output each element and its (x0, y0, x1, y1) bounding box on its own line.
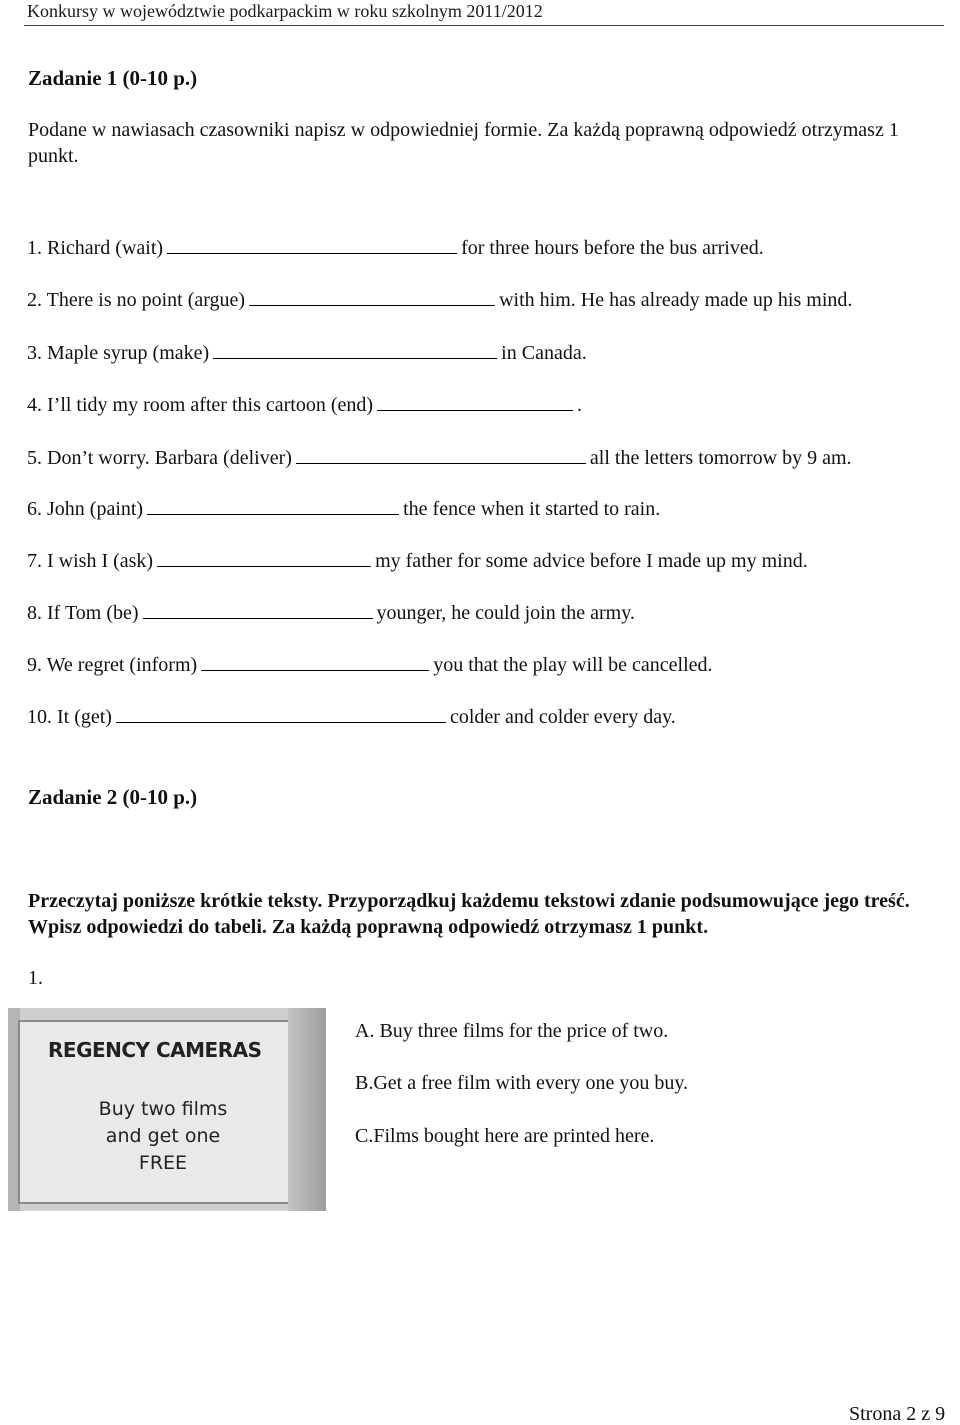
exercise-item-1 (27, 235, 764, 260)
sign-background-shadow (288, 1008, 326, 1211)
exercise-item-4 (27, 392, 582, 417)
exercise-item-7 (27, 548, 808, 573)
exercise-item-6 (27, 496, 660, 521)
exercise-item-continuation: you that the play will be cancelled. (433, 654, 713, 676)
exercise-item-continuation: in Canada. (501, 342, 587, 364)
task2-title: Zadanie 2 (0-10 p.) (28, 785, 198, 809)
text-item-number: 1. (28, 967, 43, 989)
exercise-item-prompt: 1. Richard (wait) (27, 237, 164, 259)
exercise-item-8 (27, 600, 635, 625)
answer-option-b: B.Get a free film with every one you buy. (355, 1072, 689, 1094)
task2-instructions: Przeczytaj poniższe krótkie teksty. Przyporządkuj każdemu tekstowi zdanie podsumowujące jego treść. Wpisz odpowiedzi do tabeli. Za każdą poprawną odpowiedź otrzymasz 1 punkt. (28, 890, 910, 938)
answer-blank[interactable] (147, 496, 399, 515)
task1-title: Zadanie 1 (0-10 p.) (28, 66, 198, 90)
page-header: Konkursy w województwie podkarpackim w roku szkolnym 2011/2012 (27, 1, 543, 21)
answer-blank[interactable] (249, 287, 495, 306)
exercise-item-5 (27, 445, 852, 470)
exercise-item-continuation: with him. He has already made up his mind. (499, 289, 853, 311)
exercise-item-prompt: 7. I wish I (ask) (27, 550, 154, 572)
exercise-item-prompt: 4. I’ll tidy my room after this cartoon (end) (27, 394, 374, 416)
answer-blank[interactable] (167, 235, 457, 254)
exercise-item-prompt: 2. There is no point (argue) (27, 289, 246, 311)
sign-line: FREE (138, 1152, 188, 1174)
sign-title: REGENCY CAMERAS (48, 1038, 262, 1062)
exercise-item-9 (27, 652, 713, 677)
exercise-item-prompt: 6. John (paint) (27, 498, 144, 520)
exercise-item-10 (27, 704, 676, 729)
regency-cameras-sign-image (8, 1008, 326, 1211)
answer-option-c: C.Films bought here are printed here. (355, 1125, 655, 1147)
answer-blank[interactable] (296, 445, 586, 464)
answer-blank[interactable] (213, 340, 497, 359)
header-divider (24, 25, 944, 26)
exercise-item-continuation: for three hours before the bus arrived. (461, 237, 764, 259)
exercise-item-continuation: all the letters tomorrow by 9 am. (589, 447, 852, 469)
exercise-item-continuation: my father for some advice before I made up my mind. (375, 550, 808, 572)
answer-blank[interactable] (201, 652, 429, 671)
sign-line: Buy two films (98, 1098, 228, 1120)
exercise-item-prompt: 5. Don’t worry. Barbara (deliver) (27, 447, 292, 469)
exercise-item-prompt: 9. We regret (inform) (27, 654, 198, 676)
exercise-item-continuation: colder and colder every day. (449, 706, 676, 728)
exercise-item-continuation: . (577, 394, 583, 416)
answer-option-a: A. Buy three films for the price of two. (355, 1020, 669, 1042)
answer-blank[interactable] (116, 704, 446, 723)
exercise-item-prompt: 8. If Tom (be) (27, 602, 139, 624)
answer-blank[interactable] (377, 392, 573, 411)
exercise-item-3 (27, 340, 587, 365)
exercise-item-continuation: younger, he could join the army. (376, 602, 635, 624)
sign-body (78, 1096, 248, 1177)
exercise-item-prompt: 10. It (get) (27, 706, 112, 728)
task1-instructions: Podane w nawiasach czasowniki napisz w odpowiedniej formie. Za każdą poprawną odpowiedź otrzymasz 1 punkt. (28, 119, 899, 167)
sign-line: and get one (105, 1125, 221, 1147)
exercise-item-2 (27, 287, 852, 312)
page-number: Strona 2 z 9 (849, 1403, 946, 1425)
answer-blank[interactable] (143, 600, 373, 619)
exercise-item-prompt: 3. Maple syrup (make) (27, 342, 210, 364)
exercise-item-continuation: the fence when it started to rain. (403, 498, 661, 520)
answer-blank[interactable] (157, 548, 371, 567)
